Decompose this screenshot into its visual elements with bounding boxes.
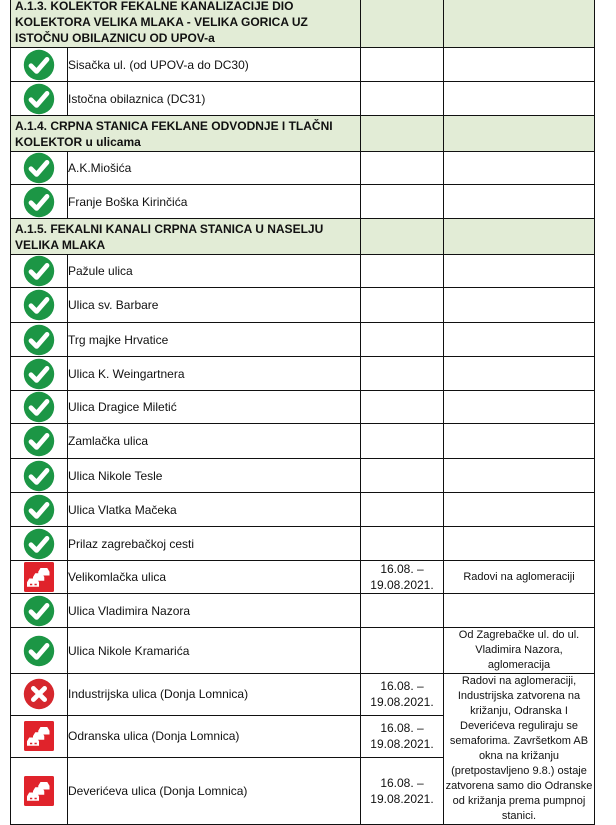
- street-name: A.K.Miošića: [68, 152, 361, 185]
- traffic-jam-icon: [24, 776, 54, 806]
- section-title: A.1.4. CRPNA STANICA FEKLANE ODVODNJE I TLAČNI KOLEKTOR u ulicama: [11, 116, 361, 152]
- check-circle-icon: [23, 49, 55, 81]
- street-name: Odranska ulica (Donja Lomnica): [68, 715, 361, 758]
- check-circle-icon: [23, 289, 55, 321]
- street-name: Pažule ulica: [68, 255, 361, 288]
- check-circle-icon: [23, 324, 55, 356]
- check-circle-icon: [23, 391, 55, 423]
- street-name: Ulica Vladimira Nazora: [68, 594, 361, 628]
- date-range: 16.08. – 19.08.2021.: [361, 715, 444, 758]
- street-name: Ulica Nikole Tesle: [68, 459, 361, 493]
- street-name: Velikomlačka ulica: [68, 561, 361, 594]
- table-row: [11, 48, 595, 82]
- section-title: A.1.3. KOLEKTOR FEKALNE KANALIZACIJE DIO KOLEKTORA VELIKA MLAKA - VELIKA GORICA UZ ISTOČNU OBILAZNICU OD UPOV-a: [11, 0, 361, 48]
- merged-note: Radovi na aglomeraciji, Industrijska zatvorena na križanju, Odranska I Deverićeva reguliraju se semaforima. Završetkom AB okna na križanju (pretpostavljeno 9.8.) ostaje zatvorena samo dio Odranske od križanja prema pumpnoj stanici.: [444, 674, 595, 825]
- table-row: [11, 288, 595, 323]
- section-header-a-1-5: [11, 219, 595, 255]
- check-circle-icon: [23, 635, 55, 667]
- check-circle-icon: [23, 255, 55, 287]
- traffic-jam-icon: [24, 721, 54, 751]
- date-range: 16.08. – 19.08.2021.: [361, 758, 444, 825]
- traffic-jam-icon: [24, 562, 54, 592]
- check-circle-icon: [23, 152, 55, 184]
- table-row: [11, 674, 595, 716]
- table-row: [11, 527, 595, 561]
- table-row: [11, 391, 595, 424]
- street-name: Zamlačka ulica: [68, 424, 361, 459]
- street-name: Ulica Nikole Kramarića: [68, 628, 361, 674]
- table-row: [11, 357, 595, 391]
- check-circle-icon: [23, 83, 55, 115]
- check-circle-icon: [23, 595, 55, 627]
- date-range: 16.08. – 19.08.2021.: [361, 561, 444, 594]
- table-row: [11, 152, 595, 185]
- table-row: [11, 493, 595, 527]
- table-row: [11, 185, 595, 219]
- table-row: [11, 628, 595, 674]
- street-name: Franje Boška Kirinčića: [68, 185, 361, 219]
- road-status-table: [10, 0, 595, 825]
- check-circle-icon: [23, 528, 55, 560]
- closed-x-icon: [23, 678, 55, 710]
- table-row: [11, 459, 595, 493]
- check-circle-icon: [23, 358, 55, 390]
- table-row: [11, 594, 595, 628]
- street-name: Sisačka ul. (od UPOV-a do DC30): [68, 48, 361, 82]
- note: Radovi na aglomeraciji: [444, 561, 595, 594]
- date-range: 16.08. – 19.08.2021.: [361, 674, 444, 716]
- table-row: [11, 561, 595, 594]
- street-name: Ulica sv. Barbare: [68, 288, 361, 323]
- street-name: Ulica Vlatka Mačeka: [68, 493, 361, 527]
- street-name: Istočna obilaznica (DC31): [68, 82, 361, 116]
- street-name: Ulica Dragice Miletić: [68, 391, 361, 424]
- check-circle-icon: [23, 425, 55, 457]
- street-name: Prilaz zagrebačkoj cesti: [68, 527, 361, 561]
- street-name: Trg majke Hrvatice: [68, 323, 361, 357]
- check-circle-icon: [23, 186, 55, 218]
- table-row: [11, 424, 595, 459]
- street-name: Ulica K. Weingartnera: [68, 357, 361, 391]
- table-row: [11, 323, 595, 357]
- street-name: Industrijska ulica (Donja Lomnica): [68, 674, 361, 716]
- check-circle-icon: [23, 494, 55, 526]
- table-row: [11, 255, 595, 288]
- table-row: [11, 82, 595, 116]
- section-header-a-1-3: [11, 0, 595, 48]
- section-header-a-1-4: [11, 116, 595, 152]
- section-title: A.1.5. FEKALNI KANALI CRPNA STANICA U NASELJU VELIKA MLAKA: [11, 219, 361, 255]
- check-circle-icon: [23, 460, 55, 492]
- street-name: Deverićeva ulica (Donja Lomnica): [68, 758, 361, 825]
- note: Od Zagrebačke ul. do ul. Vladimira Nazora, aglomeracija: [444, 628, 595, 674]
